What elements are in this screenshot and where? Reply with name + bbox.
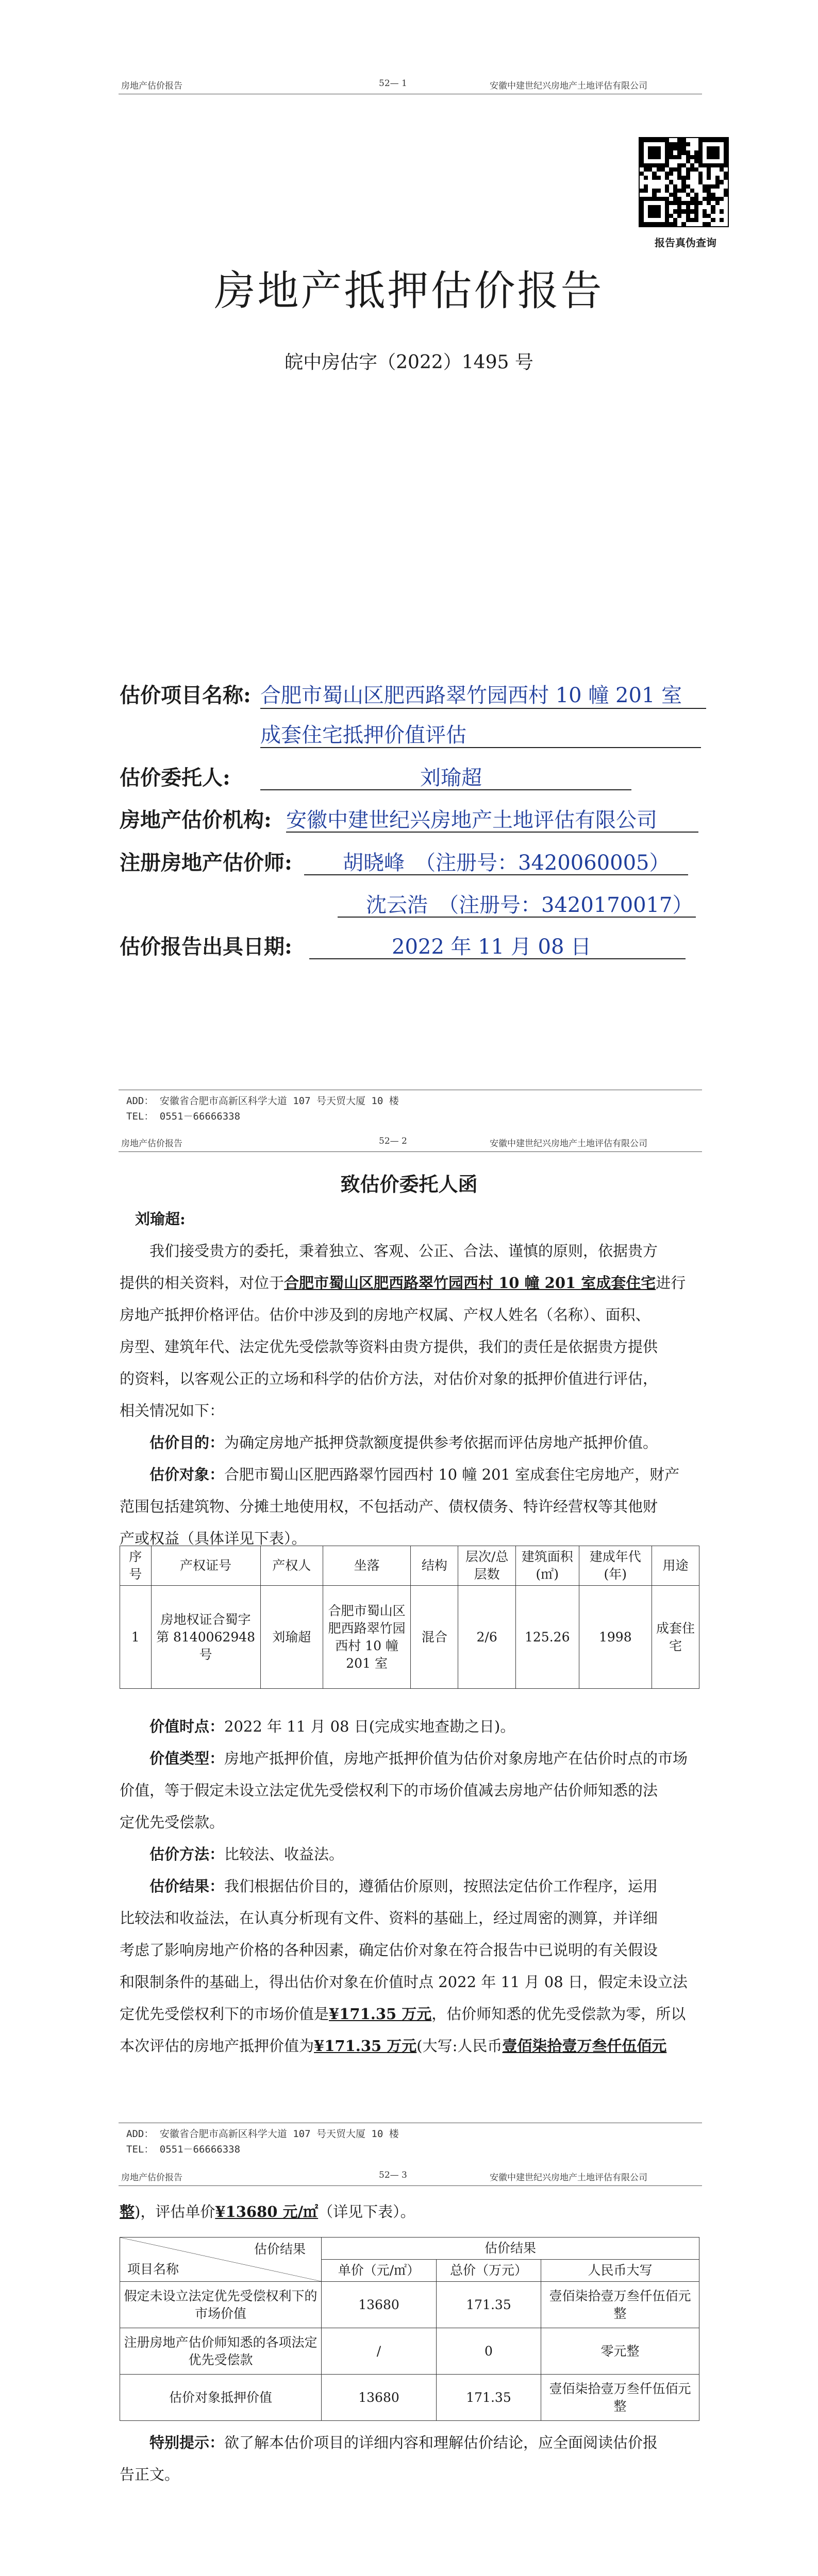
underline xyxy=(260,747,701,748)
paragraph-value-date xyxy=(120,1710,697,1742)
th-unit: 单价（元/㎡） xyxy=(322,2260,437,2282)
row-unit: 13680 xyxy=(322,2282,437,2328)
page-footer xyxy=(126,2126,399,2157)
th: 产权证号 xyxy=(151,1546,260,1586)
label: 估价目的： xyxy=(149,1434,225,1451)
header-rule xyxy=(119,2185,702,2186)
corner-bottom-label: 项目名称 xyxy=(127,2262,179,2277)
client-name: 刘瑜超 xyxy=(420,766,482,790)
text: 本次评估的房地产抵押价值为 xyxy=(120,2037,314,2055)
td: 混合 xyxy=(411,1586,458,1689)
label: 估价对象： xyxy=(149,1466,225,1483)
paragraph-intro xyxy=(120,1235,697,1427)
text: 相关情况如下： xyxy=(120,1402,225,1419)
paragraph-value-type xyxy=(120,1742,697,1838)
date-label: 估价报告出具日期: xyxy=(120,935,292,959)
value-in-words: 壹佰柒拾壹万叁仟伍佰元 xyxy=(502,2037,667,2055)
row-cn: 零元整 xyxy=(541,2328,699,2375)
td: 1998 xyxy=(579,1586,652,1689)
text: 我们根据估价目的，遵循估价原则，按照法定估价工作程序，运用 xyxy=(224,1877,658,1895)
td: 1 xyxy=(120,1586,152,1689)
text: 房型、建筑年代、法定优先受偿款等资料由贵方提供，我们的责任是依据贵方提供 xyxy=(120,1338,658,1355)
group-header: 估价结果 xyxy=(322,2238,699,2260)
td: 125.26 xyxy=(515,1586,579,1689)
text: 范围包括建筑物、分摊土地使用权，不包括动产、债权债务、特许经营权等其他财 xyxy=(120,1498,658,1515)
paragraph-result xyxy=(120,1870,697,2062)
page-header-number: 52— 1 xyxy=(379,78,407,89)
text: 房地产抵押价格评估。估价中涉及到的房地产权属、产权人姓名（名称）、面积、 xyxy=(120,1306,650,1324)
row-name: 假定未设立法定优先受偿权利下的市场价值 xyxy=(120,2282,322,2328)
td: 成套住宅 xyxy=(652,1586,699,1689)
label: 估价结果： xyxy=(149,1877,225,1895)
row-name: 估价对象抵押价值 xyxy=(120,2375,322,2421)
table-header-row xyxy=(120,1546,699,1586)
underline xyxy=(304,874,688,875)
issue-date: 2022 年 11 月 08 日 xyxy=(392,935,592,959)
footer-address: ADD： 安徽省合肥市高新区科学大道 107 号天贸大厦 10 楼 xyxy=(126,2128,399,2140)
text: (大写:人民币 xyxy=(416,2037,503,2055)
underline xyxy=(260,789,631,790)
project-line-1: 合肥市蜀山区肥西路翠竹园西村 10 幢 201 室 xyxy=(260,684,682,707)
text: 比较法、收益法。 xyxy=(224,1845,344,1863)
th: 建成年代(年) xyxy=(579,1546,652,1586)
paragraph-object xyxy=(120,1459,697,1554)
mortgage-value: ¥171.35 万元 xyxy=(314,2037,417,2055)
text: 产或权益（具体详见下表）。 xyxy=(120,1530,307,1547)
th: 产权人 xyxy=(260,1546,323,1586)
corner-top-label: 估价结果 xyxy=(254,2242,306,2257)
table-row xyxy=(120,1586,699,1689)
footer-address: ADD： 安徽省合肥市高新区科学大道 107 号天贸大厦 10 楼 xyxy=(126,1095,399,1107)
footer-tel: TEL： 0551－66666338 xyxy=(126,2144,241,2155)
valuation-result-table xyxy=(120,2237,699,2421)
row-cn: 壹佰柒拾壹万叁仟伍佰元整 xyxy=(541,2375,699,2421)
agency-name: 安徽中建世纪兴房地产土地评估有限公司 xyxy=(286,808,657,832)
paragraph-result-cont xyxy=(120,2196,697,2228)
page-header-number: 52— 2 xyxy=(379,1136,407,1146)
th: 用途 xyxy=(652,1546,699,1586)
text: 价值，等于假定未设立法定优先受偿权利下的市场价值减去房地产估价师知悉的法 xyxy=(120,1782,658,1799)
text: )，评估单价 xyxy=(135,2203,215,2221)
footer-tel: TEL： 0551－66666338 xyxy=(126,1111,241,1122)
letter-body xyxy=(120,1203,697,1554)
text: （详见下表）。 xyxy=(318,2203,415,2221)
paragraph-method xyxy=(120,1838,697,1870)
td: 2/6 xyxy=(458,1586,516,1689)
td: 房地权证合蜀字第 8140062948 号 xyxy=(151,1586,260,1689)
underline xyxy=(309,958,686,959)
text: 告正文。 xyxy=(120,2466,180,2483)
appraiser-label: 注册房地产估价师: xyxy=(120,851,292,875)
th: 结构 xyxy=(411,1546,458,1586)
td: 刘瑜超 xyxy=(260,1586,323,1689)
th: 序号 xyxy=(120,1546,152,1586)
header-rule xyxy=(119,1151,702,1152)
underline xyxy=(286,832,698,833)
project-label: 估价项目名称: xyxy=(120,683,251,707)
text: 定优先受偿权利下的市场价值是 xyxy=(120,2005,329,2023)
page-header-company: 安徽中建世纪兴房地产土地评估有限公司 xyxy=(490,81,647,91)
qr-caption: 报告真伪查询 xyxy=(655,236,716,249)
text: 2022 年 11 月 08 日(完成实地查勘之日)。 xyxy=(224,1718,515,1735)
row-unit: 13680 xyxy=(322,2375,437,2421)
text: 进行 xyxy=(656,1274,686,1292)
salutation: 刘瑜超: xyxy=(135,1210,186,1228)
market-value: ¥171.35 万元 xyxy=(329,2005,432,2023)
special-notice xyxy=(120,2427,697,2490)
page-footer xyxy=(126,1093,399,1124)
th: 建筑面积(㎡) xyxy=(515,1546,579,1586)
table-row xyxy=(120,2328,699,2375)
row-total: 0 xyxy=(437,2328,541,2375)
table-row xyxy=(120,2282,699,2328)
label: 价值类型： xyxy=(149,1750,225,1767)
label: 特别提示： xyxy=(149,2434,225,2451)
th-cn: 人民币大写 xyxy=(541,2260,699,2282)
property-table xyxy=(120,1546,699,1689)
unit-price: ¥13680 元/㎡ xyxy=(215,2203,319,2221)
text: 比较法和收益法，在认真分析现有文件、资料的基础上，经过周密的测算，并详细 xyxy=(120,1909,658,1927)
text: 房地产抵押价值，房地产抵押价值为估价对象房地产在估价时点的市场 xyxy=(224,1750,688,1767)
th-total: 总价（万元） xyxy=(437,2260,541,2282)
appraiser-2: 沈云浩 （注册号：3420170017） xyxy=(366,893,693,917)
letter-title: 致估价委托人函 xyxy=(340,1173,478,1196)
page-header-left: 房地产估价报告 xyxy=(121,1139,182,1149)
page-header-left: 房地产估价报告 xyxy=(121,81,182,91)
row-cn: 壹佰柒拾壹万叁仟伍佰元整 xyxy=(541,2282,699,2328)
page-header-company: 安徽中建世纪兴房地产土地评估有限公司 xyxy=(490,1139,647,1149)
td: 合肥市蜀山区肥西路翠竹园西村 10 幢 201 室 xyxy=(323,1586,411,1689)
agency-label: 房地产估价机构: xyxy=(120,808,272,832)
table-header-row xyxy=(120,2238,699,2260)
text: 为确定房地产抵押贷款额度提供参考依据而评估房地产抵押价值。 xyxy=(224,1434,658,1451)
letter-body-2 xyxy=(120,1710,697,2062)
report-number: 皖中房估字（2022）1495 号 xyxy=(285,352,533,373)
th: 坐落 xyxy=(323,1546,411,1586)
text: ，估价师知悉的优先受偿款为零，所以 xyxy=(431,2005,686,2023)
underline xyxy=(260,708,706,709)
report-title: 房地产抵押估价报告 xyxy=(214,267,604,315)
client-label: 估价委托人: xyxy=(120,766,230,790)
row-total: 171.35 xyxy=(437,2282,541,2328)
property-address: 合肥市蜀山区肥西路翠竹园西村 10 幢 201 室成套住宅 xyxy=(284,1274,656,1292)
page-header-left: 房地产估价报告 xyxy=(121,2173,182,2183)
th: 层次/总层数 xyxy=(458,1546,516,1586)
label: 估价方法： xyxy=(149,1845,225,1863)
text: 的资料，以客观公正的立场和科学的估价方法，对估价对象的抵押价值进行评估， xyxy=(120,1370,658,1387)
text: 提供的相关资料，对位于 xyxy=(120,1274,285,1292)
row-total: 171.35 xyxy=(437,2375,541,2421)
paragraph-purpose xyxy=(120,1427,697,1459)
row-unit: / xyxy=(322,2328,437,2375)
text: 定优先受偿款。 xyxy=(120,1814,225,1831)
text: 考虑了影响房地产价格的各种因素，确定估价对象在符合报告中已说明的有关假设 xyxy=(120,1941,658,1959)
row-name: 注册房地产估价师知悉的各项法定优先受偿款 xyxy=(120,2328,322,2375)
project-line-2: 成套住宅抵押价值评估 xyxy=(260,723,466,747)
underline xyxy=(338,917,696,918)
table-row xyxy=(120,2375,699,2421)
qr-code-icon[interactable] xyxy=(639,137,729,227)
corner-cell xyxy=(120,2238,322,2282)
label: 价值时点： xyxy=(149,1718,225,1735)
text: 合肥市蜀山区肥西路翠竹园西村 10 幢 201 室成套住宅房地产，财产 xyxy=(224,1466,680,1483)
text: 欲了解本估价项目的详细内容和理解估价结论，应全面阅读估价报 xyxy=(224,2434,658,2451)
value-in-words-end: 整 xyxy=(120,2203,135,2221)
appraiser-1: 胡晓峰 （注册号：3420060005） xyxy=(343,851,670,875)
text: 和限制条件的基础上，得出估价对象在价值时点 2022 年 11 月 08 日，假定未设立法 xyxy=(120,1973,688,1991)
page-header-number: 52— 3 xyxy=(379,2170,407,2180)
page-header-company: 安徽中建世纪兴房地产土地评估有限公司 xyxy=(490,2173,647,2183)
text: 我们接受贵方的委托，秉着独立、客观、公正、合法、谨慎的原则，依据贵方 xyxy=(149,1242,658,1260)
